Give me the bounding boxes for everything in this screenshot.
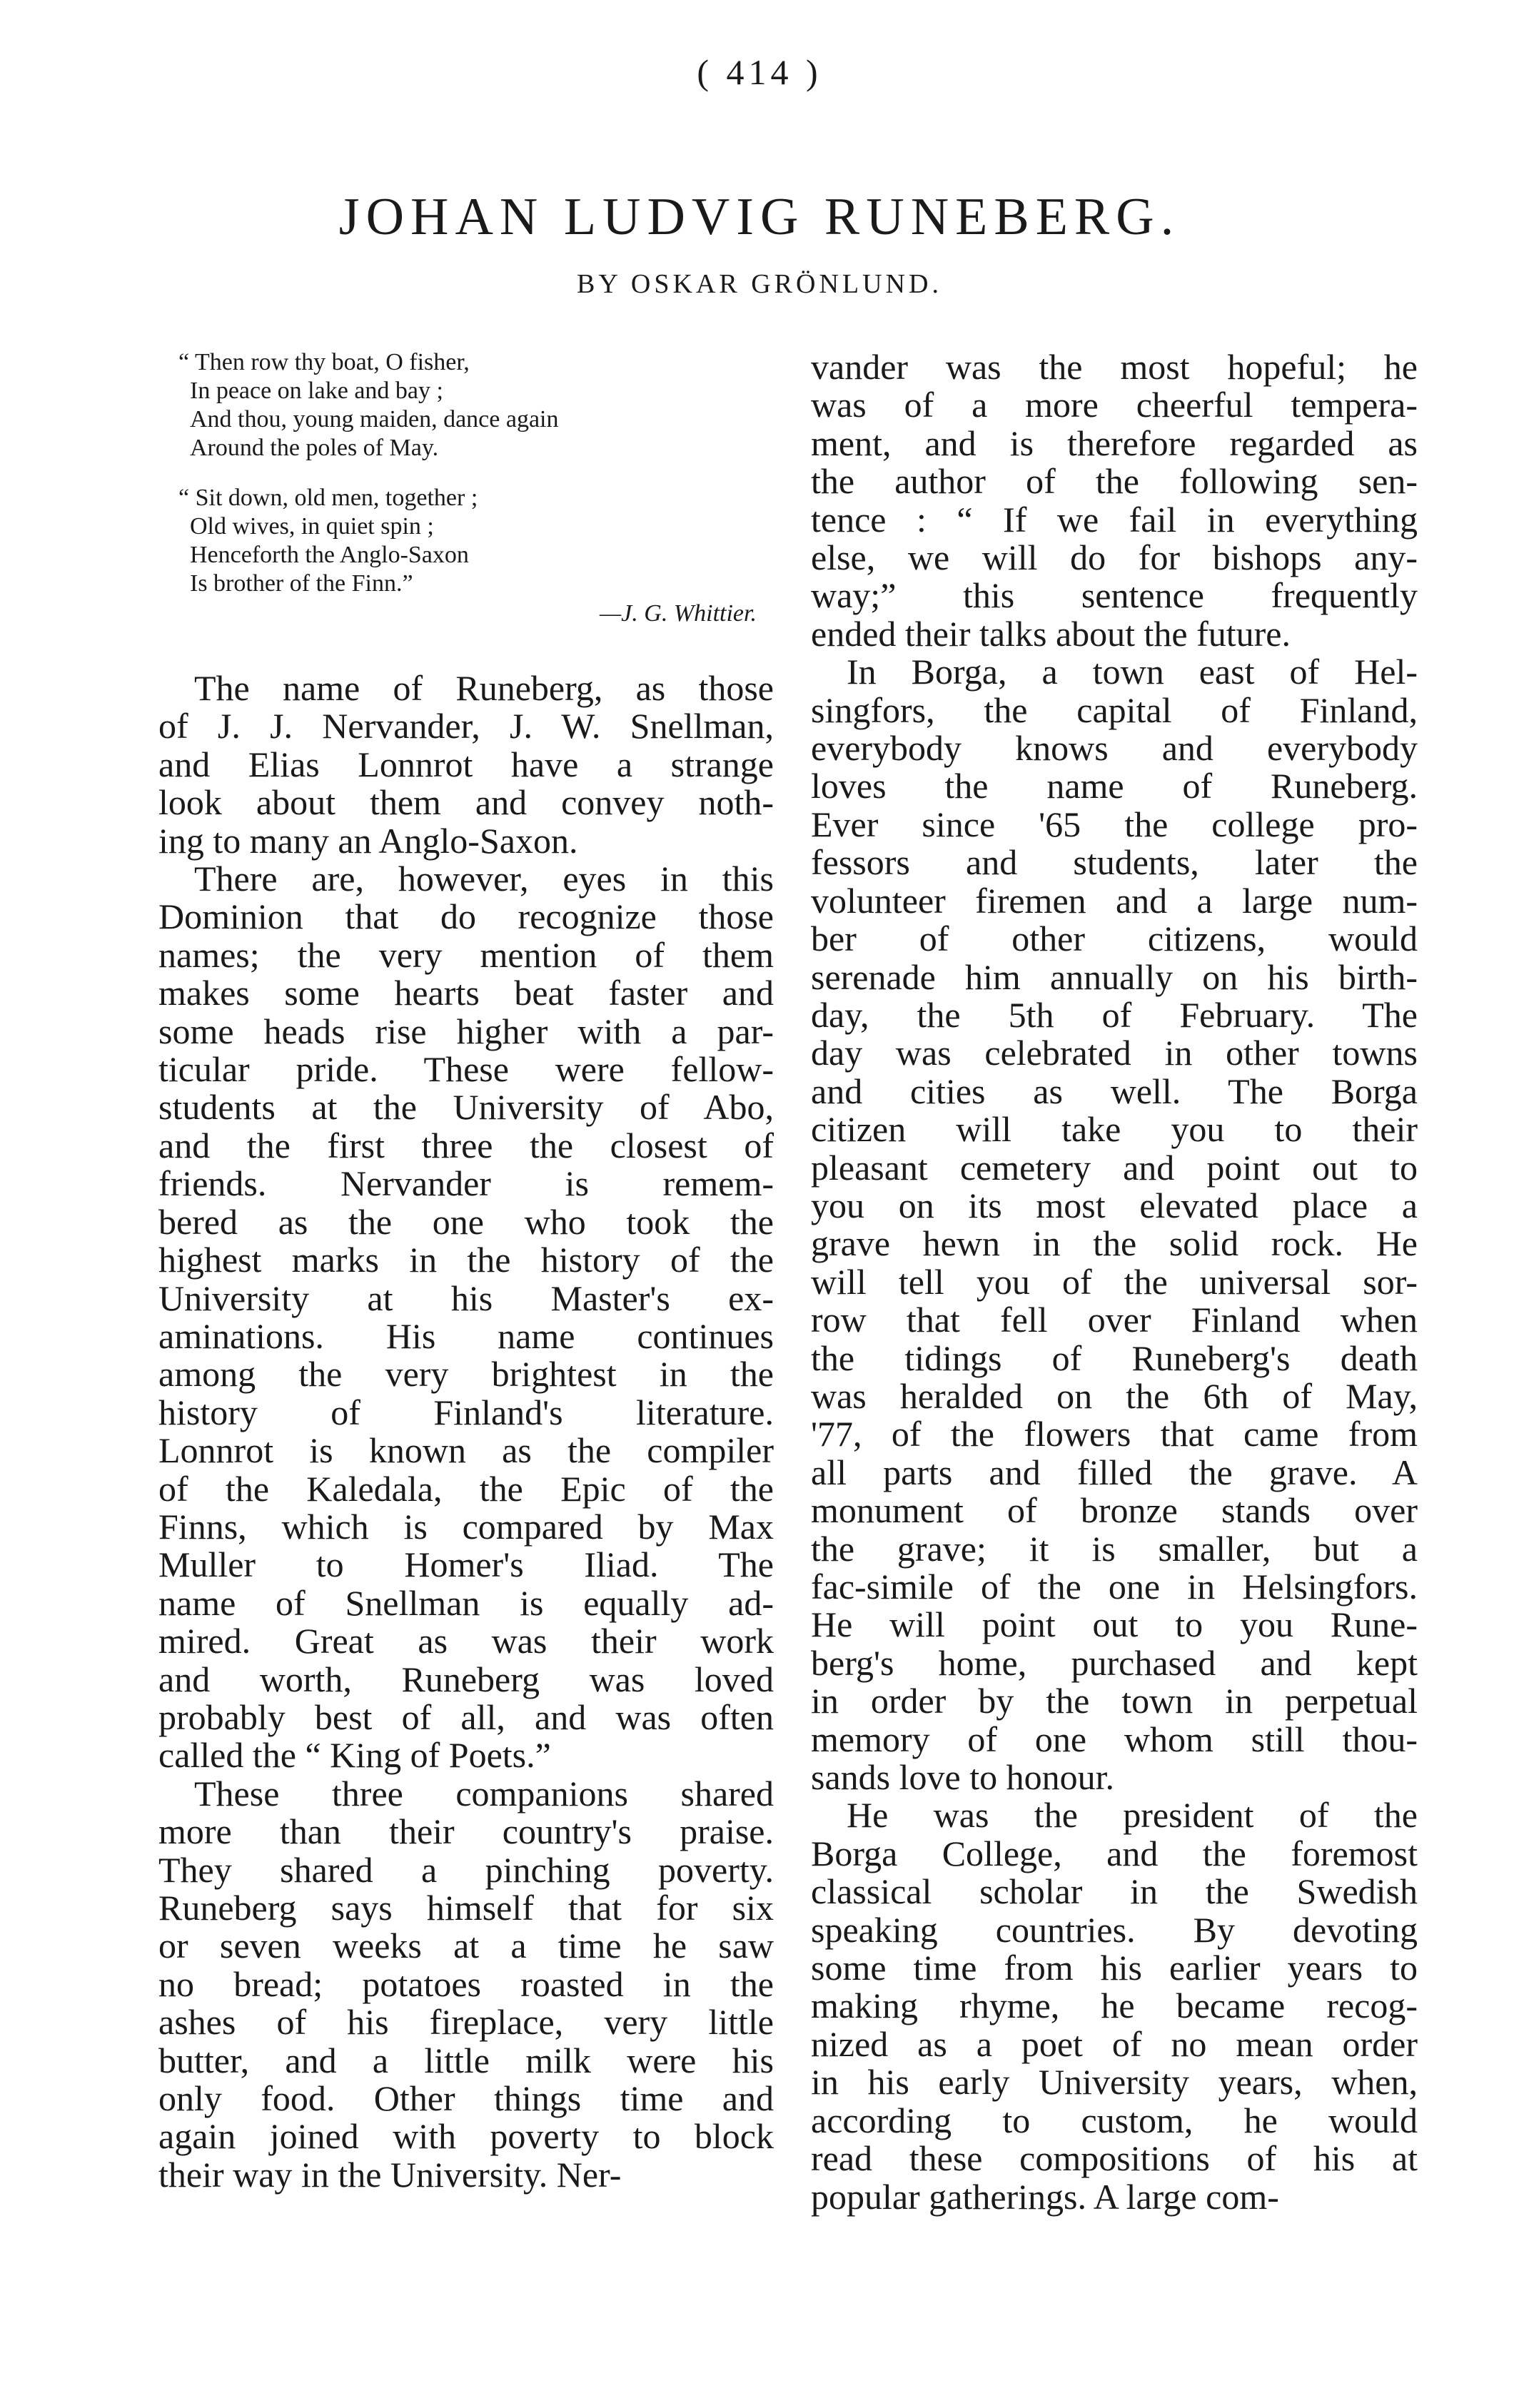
right-column-text — [811, 348, 1418, 2216]
text-line: some time from his earlier years to — [811, 1948, 1418, 1988]
text-line: and worth, Runeberg was loved — [158, 1659, 774, 1699]
text-line: ended their talks about the future. — [811, 613, 1291, 654]
text-line: nized as a poet of no mean order — [811, 2023, 1418, 2064]
text-line: '77, of the flowers that came from — [811, 1414, 1418, 1455]
text-line: everybody knows and everybody — [811, 728, 1418, 769]
poem-line: Old wives, in quiet spin ; — [190, 513, 434, 540]
text-line: in order by the town in perpetual — [811, 1681, 1418, 1721]
text-line: else, we will do for bishops any- — [811, 537, 1418, 578]
text-line: Lonnrot is known as the compiler — [158, 1430, 774, 1471]
left-column — [158, 348, 774, 2194]
text-line: ing to many an Anglo-Saxon. — [158, 820, 578, 861]
text-line: bered as the one who took the — [158, 1201, 774, 1242]
poem-line: Henceforth the Anglo-Saxon — [190, 542, 469, 568]
text-line: day, the 5th of February. The — [811, 994, 1418, 1035]
text-line: speaking countries. By devoting — [811, 1909, 1418, 1950]
text-line: the author of the following sen- — [811, 461, 1418, 502]
text-line: ber of other citizens, would — [811, 919, 1418, 959]
text-line: makes some hearts beat faster and — [158, 973, 774, 1013]
text-line: sands love to honour. — [811, 1757, 1114, 1798]
text-line: ashes of his fireplace, very little — [158, 2002, 774, 2043]
poem-stanza — [178, 348, 764, 462]
text-line: aminations. His name continues — [158, 1315, 774, 1356]
paragraph — [811, 653, 1418, 1796]
text-line: students at the University of Abo, — [158, 1087, 774, 1128]
text-line: history of Finland's literature. — [158, 1392, 774, 1432]
poem-line: In peace on lake and bay ; — [190, 378, 443, 404]
text-line: was heralded on the 6th of May, — [811, 1375, 1418, 1416]
text-line: of J. J. Nervander, J. W. Snellman, — [158, 706, 774, 747]
text-line: These three companions shared — [194, 1773, 774, 1813]
text-line: memory of one whom still thou- — [811, 1719, 1418, 1759]
text-line: probably best of all, and was often — [158, 1696, 774, 1737]
text-line: no bread; potatoes roasted in the — [158, 1963, 774, 2004]
poem-attribution: —J. G. Whittier. — [599, 600, 757, 627]
text-line: way;” this sentence frequently — [811, 575, 1418, 616]
text-line: Finns, which is compared by Max — [158, 1506, 774, 1547]
paragraph — [158, 860, 774, 1775]
paragraph — [811, 1796, 1418, 2215]
text-line: The name of Runeberg, as those — [194, 668, 774, 708]
text-line: making rhyme, he became recog- — [811, 1985, 1418, 2026]
text-line: pleasant cemetery and point out to — [811, 1147, 1418, 1188]
text-line: and cities as well. The Borga — [811, 1071, 1418, 1111]
poem-line: And thou, young maiden, dance again — [190, 406, 559, 432]
epigraph-poem — [178, 348, 764, 628]
text-line: They shared a pinching poverty. — [158, 1849, 774, 1890]
text-line: Borga College, and the foremost — [811, 1833, 1418, 1873]
text-line: classical scholar in the Swedish — [811, 1871, 1418, 1912]
text-line: popular gatherings. A large com- — [811, 2176, 1279, 2217]
text-line: of the Kaledala, the Epic of the — [158, 1468, 774, 1509]
text-line: name of Snellman is equally ad- — [158, 1582, 774, 1623]
article-title: JOHAN LUDVIG RUNEBERG. — [338, 188, 1181, 246]
text-line: again joined with poverty to block — [158, 2116, 774, 2157]
text-line: ment, and is therefore regarded as — [811, 423, 1418, 463]
text-line: only food. Other things time and — [158, 2078, 774, 2119]
text-line: read these compositions of his at — [811, 2138, 1418, 2179]
text-line: citizen will take you to their — [811, 1109, 1418, 1150]
text-line: more than their country's praise. — [158, 1811, 774, 1852]
text-line: you on its most elevated place a — [811, 1185, 1418, 1225]
text-line: the tidings of Runeberg's death — [811, 1337, 1418, 1378]
text-line: and Elias Lonnrot have a strange — [158, 744, 774, 784]
paragraph — [158, 1775, 774, 2194]
page-number: ( 414 ) — [697, 52, 822, 92]
text-line: butter, and a little milk were his — [158, 2040, 774, 2080]
text-line: Muller to Homer's Iliad. The — [158, 1544, 774, 1585]
text-line: highest marks in the history of the — [158, 1240, 774, 1280]
paragraph — [158, 669, 774, 860]
text-line: their way in the University. Ner- — [158, 2154, 622, 2195]
text-line: was of a more cheerful tempera- — [811, 385, 1418, 425]
text-line: all parts and filled the grave. A — [811, 1452, 1418, 1492]
text-line: and the first three the closest of — [158, 1125, 774, 1165]
poem-line: Around the poles of May. — [190, 435, 439, 461]
text-line: among the very brightest in the — [158, 1354, 774, 1395]
text-line: according to custom, he would — [811, 2100, 1418, 2140]
left-column-text — [158, 669, 774, 2194]
text-line: or seven weeks at a time he saw — [158, 1926, 774, 1966]
text-line: He was the president of the — [847, 1795, 1418, 1836]
text-line: row that fell over Finland when — [811, 1300, 1418, 1340]
text-line: singfors, the capital of Finland, — [811, 689, 1418, 730]
text-line: tence : “ If we fail in everything — [811, 499, 1418, 540]
text-line: friends. Nervander is remem- — [158, 1163, 774, 1204]
paragraph — [811, 348, 1418, 653]
text-line: There are, however, eyes in this — [194, 859, 774, 899]
text-line: Dominion that do recognize those — [158, 896, 774, 937]
text-line: names; the very mention of them — [158, 934, 774, 975]
text-line: berg's home, purchased and kept — [811, 1642, 1418, 1683]
text-line: Ever since '65 the college pro- — [811, 804, 1418, 844]
text-line: in his early University years, when, — [811, 2062, 1418, 2103]
poem-line: Is brother of the Finn.” — [190, 570, 413, 597]
text-line: He will point out to you Rune- — [811, 1604, 1418, 1645]
text-line: serenade him annually on his birth- — [811, 956, 1418, 997]
text-line: will tell you of the universal sor- — [811, 1261, 1418, 1302]
right-column — [811, 348, 1418, 2216]
text-line: fessors and students, later the — [811, 842, 1418, 883]
text-line: fac-simile of the one in Helsingfors. — [811, 1567, 1418, 1607]
article-byline: BY OSKAR GRÖNLUND. — [577, 269, 942, 299]
text-line: loves the name of Runeberg. — [811, 766, 1418, 806]
text-line: Runeberg says himself that for six — [158, 1888, 774, 1928]
text-line: mired. Great as was their work — [158, 1621, 774, 1661]
text-line: ticular pride. These were fellow- — [158, 1049, 774, 1090]
text-line: volunteer firemen and a large num- — [811, 880, 1418, 921]
text-line: day was celebrated in other towns — [811, 1033, 1418, 1073]
text-line: some heads rise higher with a par- — [158, 1011, 774, 1051]
text-line: the grave; it is smaller, but a — [811, 1528, 1418, 1569]
text-line: grave hewn in the solid rock. He — [811, 1223, 1418, 1264]
text-line: monument of bronze stands over — [811, 1490, 1418, 1531]
poem-line: “ Sit down, old men, together ; — [178, 485, 478, 511]
poem-stanza — [178, 484, 764, 598]
text-line: vander was the most hopeful; he — [811, 347, 1418, 387]
poem-line: “ Then row thy boat, O fisher, — [178, 349, 470, 375]
text-line: In Borga, a town east of Hel- — [847, 652, 1418, 692]
text-line: called the “ King of Poets.” — [158, 1735, 551, 1776]
text-line: look about them and convey noth- — [158, 782, 774, 823]
text-line: University at his Master's ex- — [158, 1278, 774, 1318]
